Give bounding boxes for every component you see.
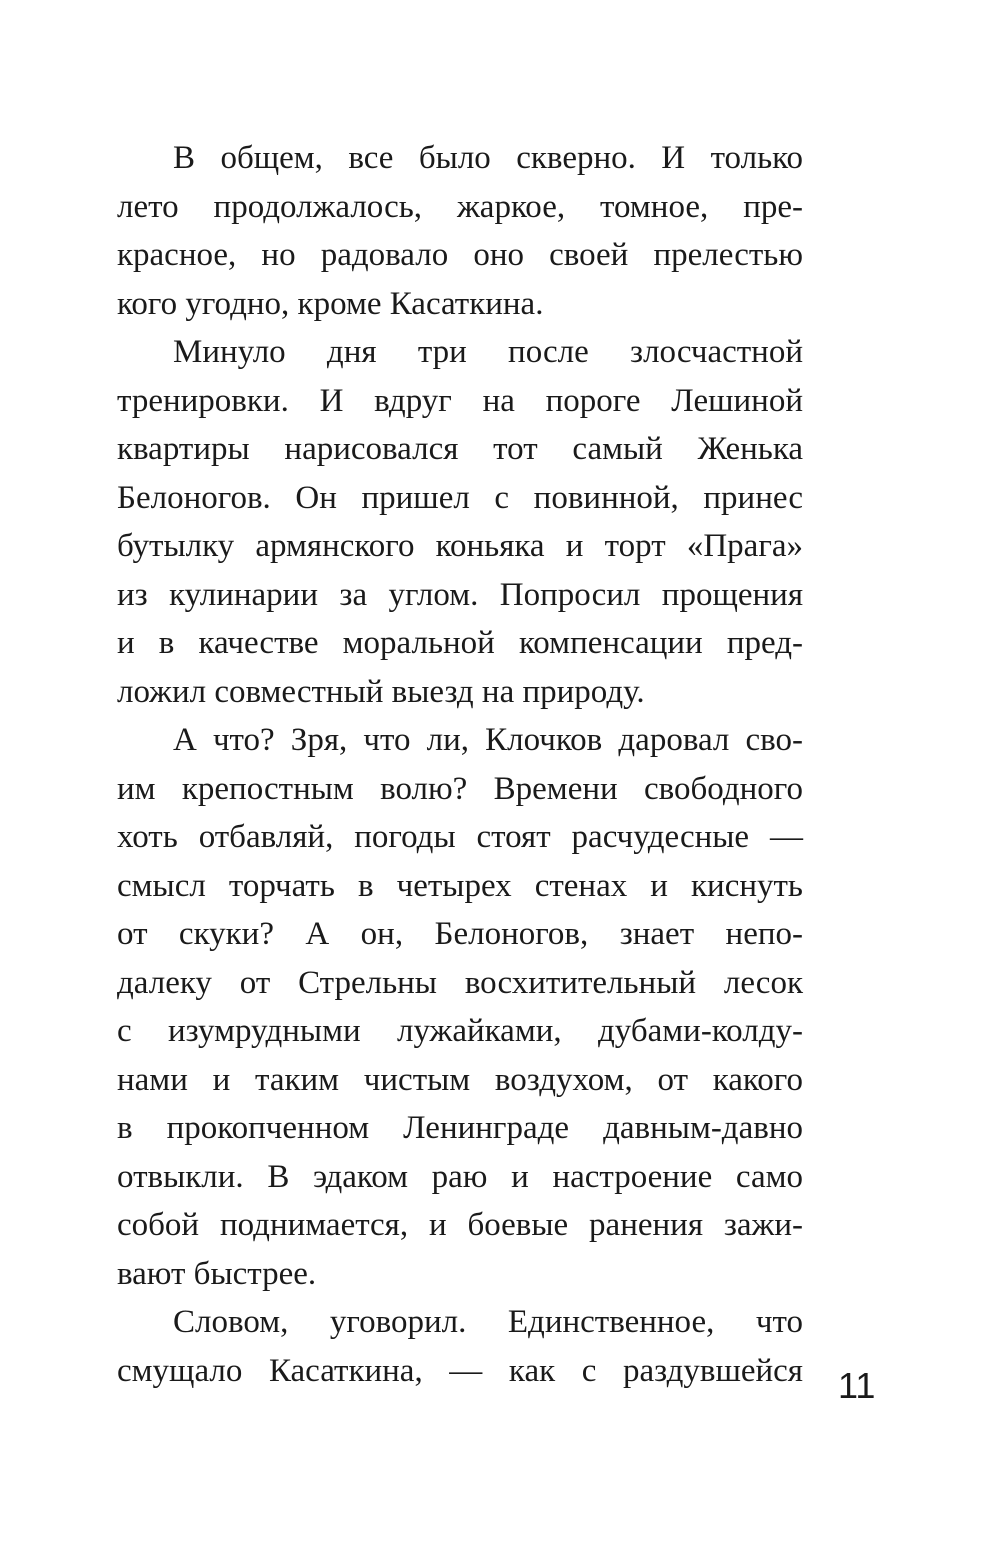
text-line: Минуло дня три после злосчастной [173, 334, 803, 370]
text-line: В общем, все было скверно. И только [173, 140, 803, 176]
text-line: тренировки. И вдруг на пороге Лешиной [117, 382, 803, 419]
text-line: хоть отбавляй, погоды стоят расчудесные — [117, 819, 803, 855]
text-line: бутылку армянского коньяка и торт «Прага» [117, 528, 803, 564]
text-line: смысл торчать в четырех стенах и киснуть [117, 867, 803, 904]
text-line: смущало Касаткина, — как с раздувшейся [117, 1352, 803, 1389]
page-number: 11 [838, 1365, 876, 1406]
text-line: ложил совместный выезд на природу. [117, 673, 645, 710]
text-line: им крепостным волю? Времени свободного [117, 770, 803, 807]
text-line: далеку от Стрельны восхитительный лесок [117, 964, 803, 1001]
text-line: квартиры нарисовался тот самый Женька [117, 431, 803, 467]
text-line: лето продолжалось, жаркое, томное, пре- [117, 188, 803, 225]
text-line: вают быстрее. [117, 1255, 317, 1292]
body-text [117, 134, 803, 1395]
text-line: из кулинарии за углом. Попросил прощения [117, 576, 803, 613]
text-line: кого угодно, кроме Касаткина. [117, 285, 544, 322]
text-line: Словом, уговорил. Единственное, что [173, 1304, 803, 1340]
text-line: с изумрудными лужайками, дубами-колду- [117, 1013, 803, 1049]
text-line: от скуки? А он, Белоногов, знает непо- [117, 916, 803, 952]
text-line: и в качестве моральной компенсации пред- [117, 625, 803, 661]
text-line: Белоногов. Он пришел с повинной, принес [117, 479, 803, 516]
text-line: А что? Зря, что ли, Клочков даровал сво- [173, 722, 803, 758]
text-line: в прокопченном Ленинграде давным-давно [117, 1110, 803, 1146]
text-line: нами и таким чистым воздухом, от какого [117, 1061, 803, 1098]
text-line: отвыкли. В эдаком раю и настроение само [117, 1158, 803, 1195]
text-line: собой поднимается, и боевые ранения зажи- [117, 1207, 803, 1243]
text-line: красное, но радовало оно своей прелестью [117, 237, 803, 273]
